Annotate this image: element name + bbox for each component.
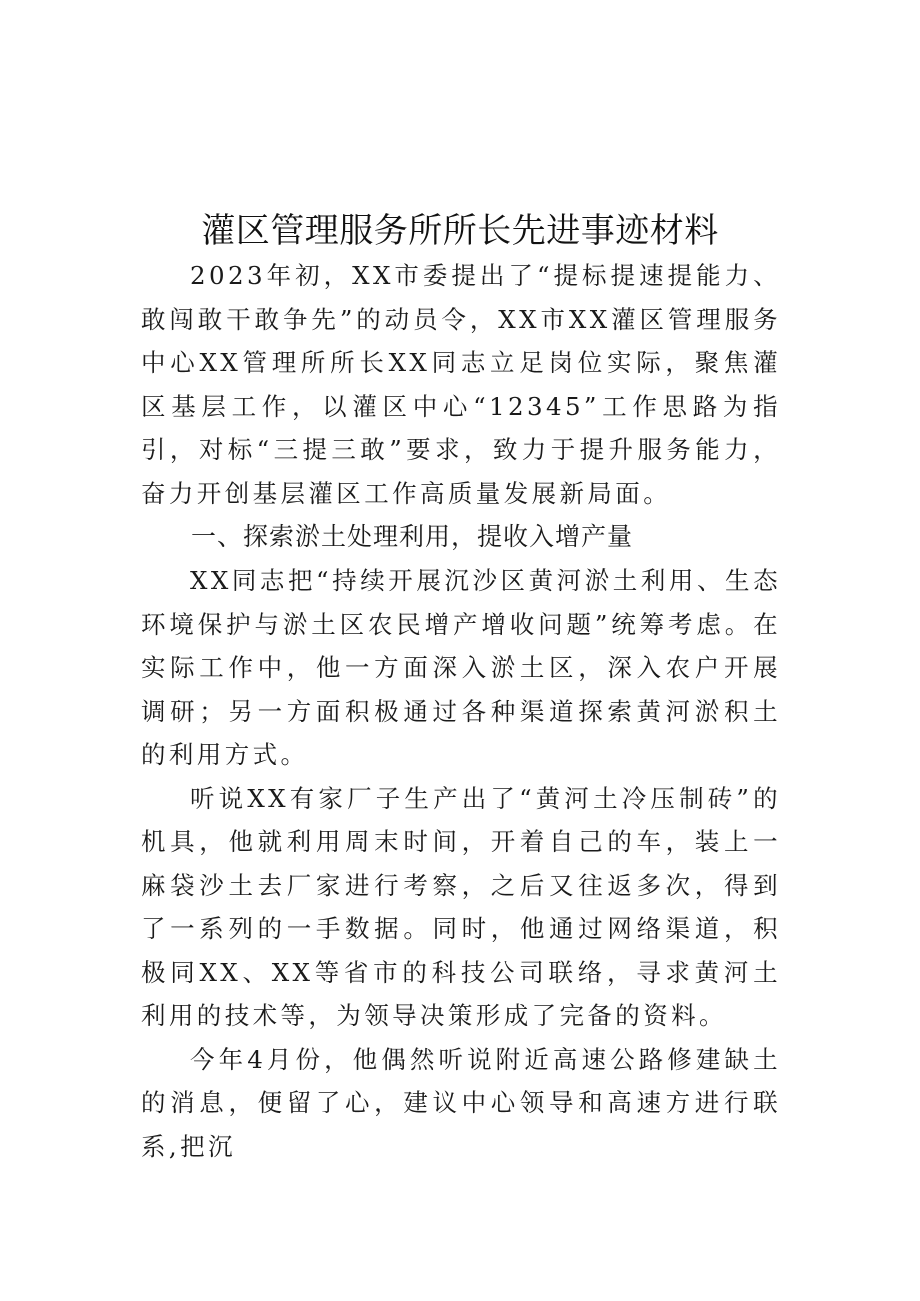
document-body (141, 254, 781, 1168)
section-heading-1: 一、探索淤土处理利用，提收入增产量 (191, 522, 634, 551)
paragraph-intro: 2023年初，XX市委提出了“提标提速提能力、敢闯敢干敢争先”的动员令，XX市XX灌区管理服务中心XX管理所所长XX同志立足岗位实际，聚焦灌区基层工作，以灌区中心“12345”工作思路为指引，对标“三提三敢”要求，致力于提升服务能力，奋力开创基层灌区工作高质量发展新局面。 (141, 261, 781, 508)
paragraph-section1-3: 今年4月份，他偶然听说附近高速公路修建缺土的消息，便留了心，建议中心领导和高速方进行联系,把沉 (141, 1044, 781, 1161)
paragraph-section1-1: XX同志把“持续开展沉沙区黄河淤土利用、生态环境保护与淤土区农民增产增收问题”统筹考虑。在实际工作中，他一方面深入淤土区，深入农户开展调研；另一方面积极通过各种渠道探索黄河淤积土的利用方式。 (141, 566, 781, 769)
paragraph-section1-2: 听说XX有家厂子生产出了“黄河土冷压制砖”的机具，他就利用周末时间，开着自己的车，装上一麻袋沙土去厂家进行考察，之后又往返多次，得到了一系列的一手数据。同时，他通过网络渠道，积极同XX、XX等省市的科技公司联络，寻求黄河土利用的技术等，为领导决策形成了完备的资料。 (141, 783, 781, 1030)
document-title: 灌区管理服务所所长先进事迹材料 (201, 211, 719, 251)
